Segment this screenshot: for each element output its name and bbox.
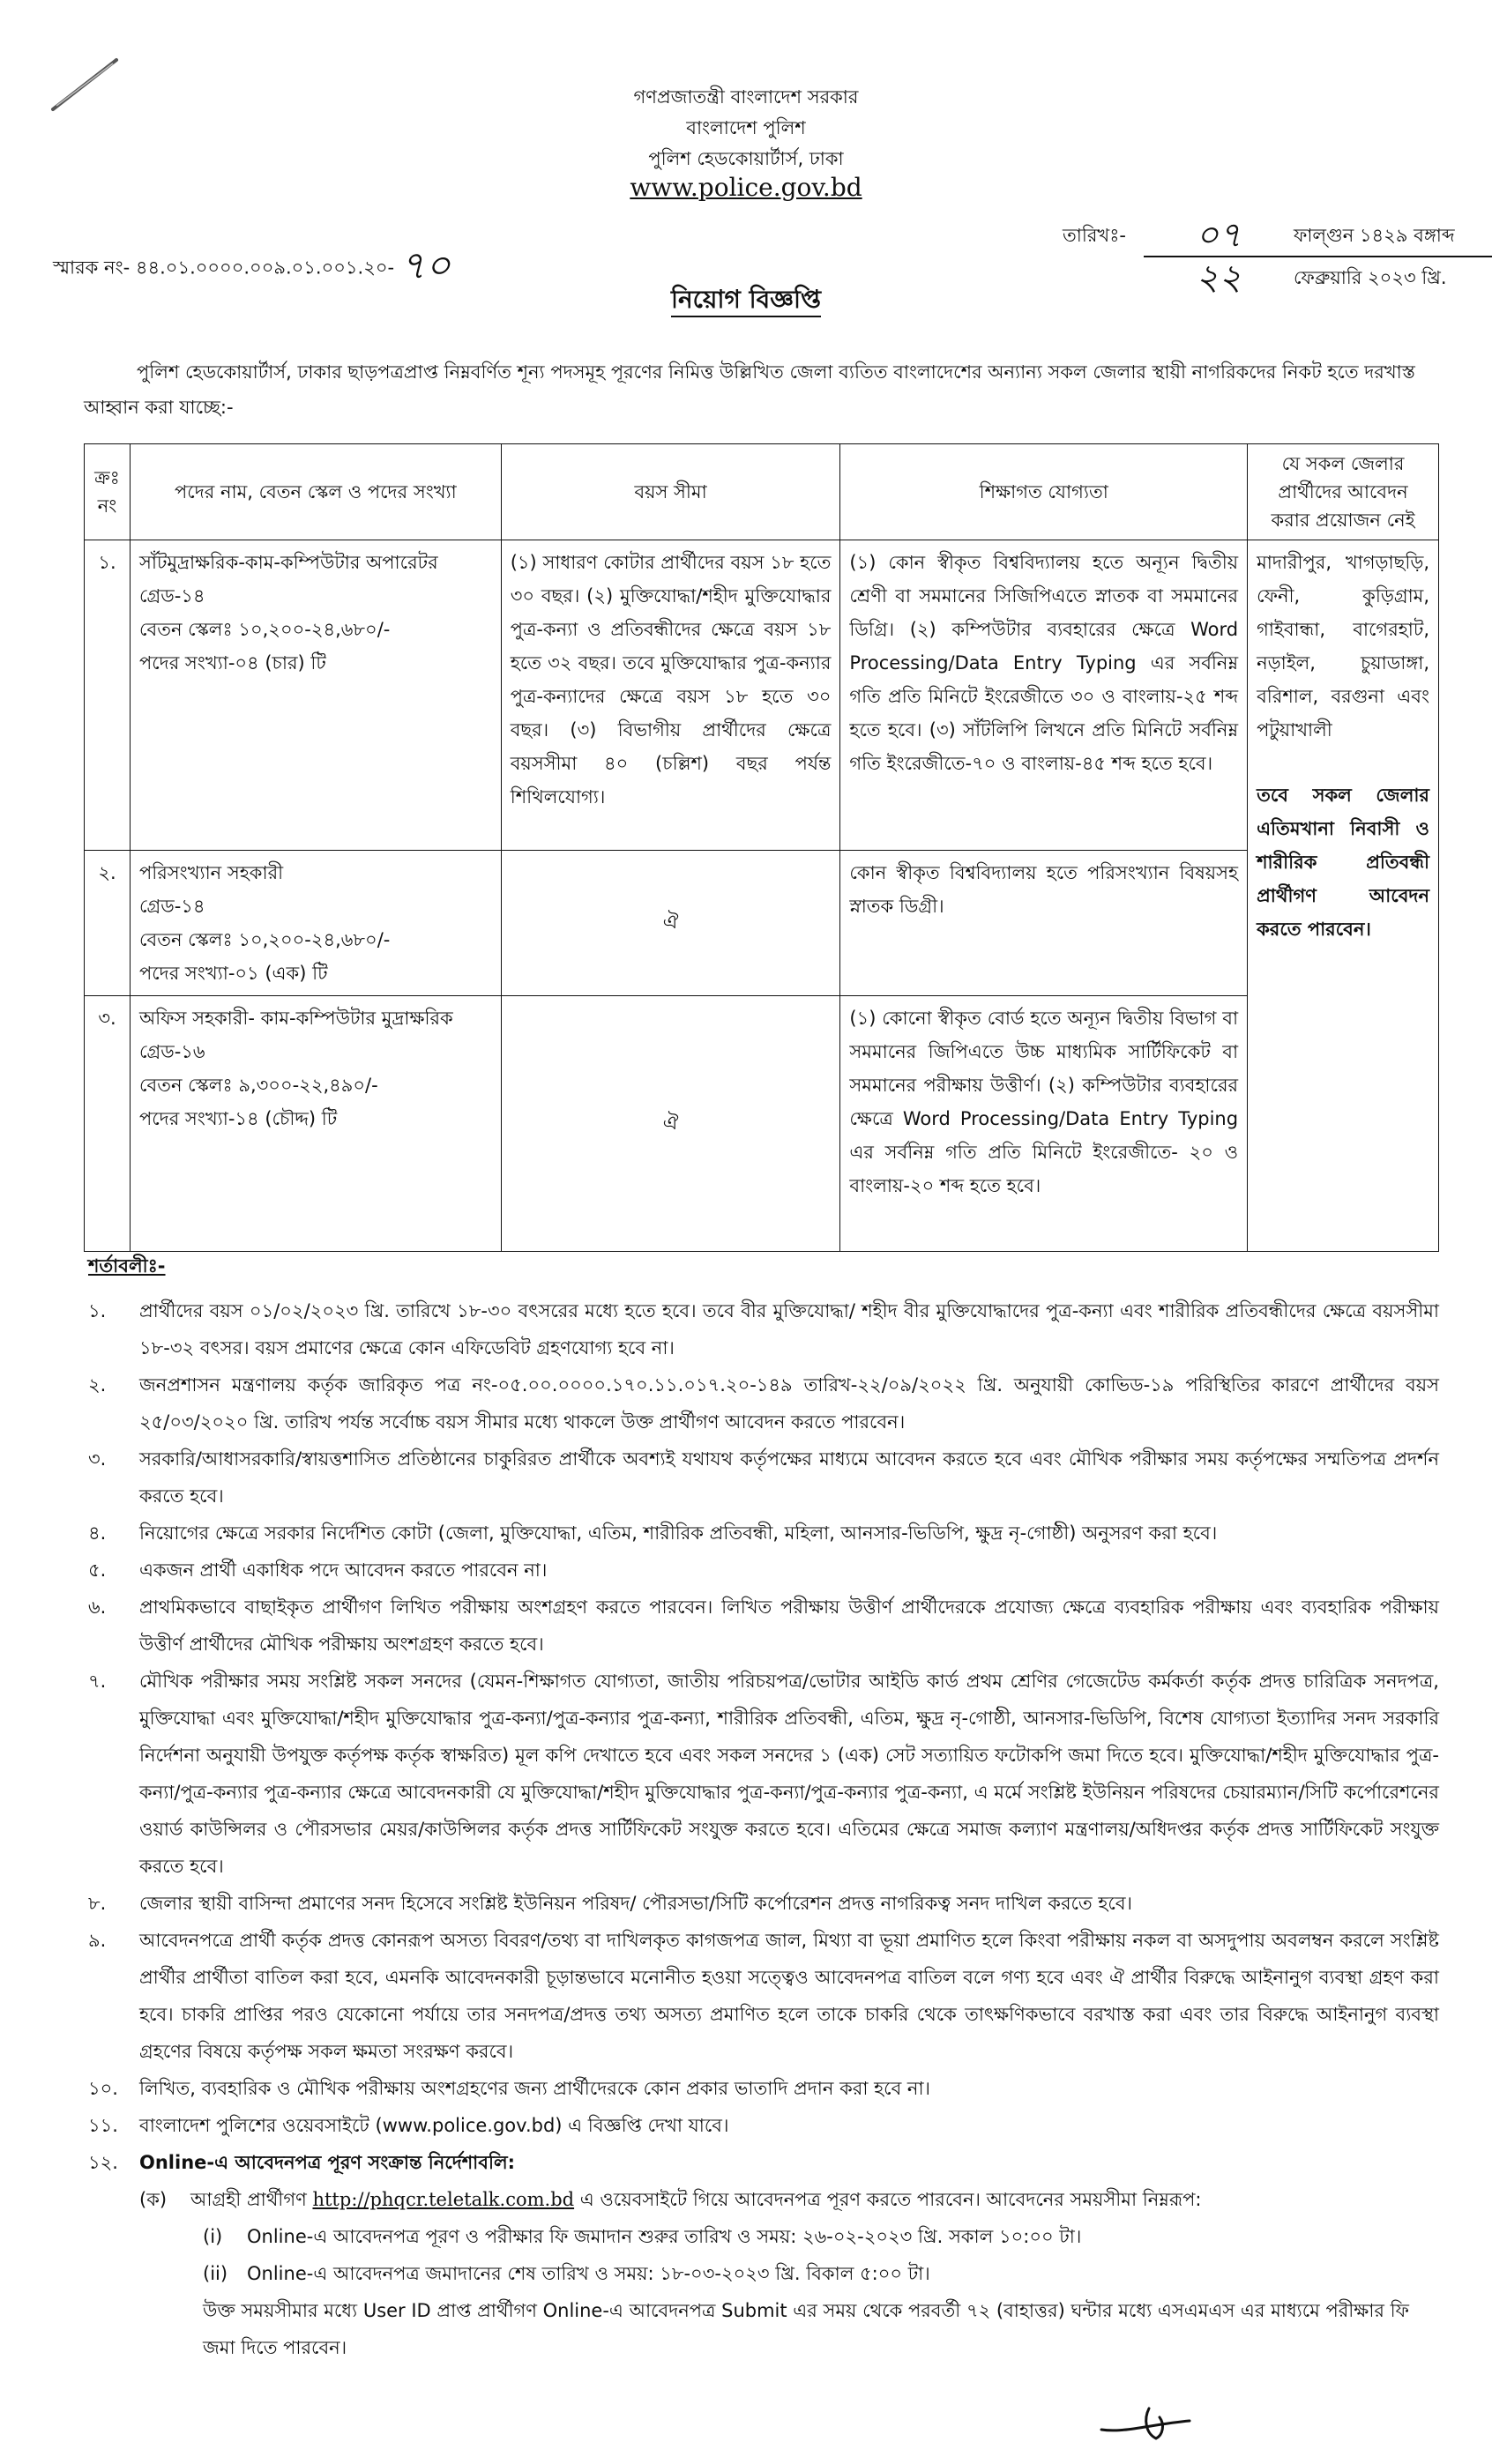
row-serial: ৩. bbox=[85, 996, 131, 1252]
row-qualification: (১) কোন স্বীকৃত বিশ্ববিদ্যালয় হতে অন্যূন দ্বিতীয় শ্রেণী বা সমমানের সিজিপিএতে স্নাতক বা সমমানের ডিগ্রি। (২) কম্পিউটার ব্যবহারের ক্ষেত্রে Word Processing/Data Entry Typing এর সর্বনিম্ন গতি প্রতি মিনিটে ইংরেজীতে ৩০ ও বাংলায়-২৫ শব্দ হতে হবে। (৩) সাঁটলিপি লিখনে প্রতি মিনিটে সর্বনিম্ন গতি ইংরেজীতে-৭০ ও বাংলায়-৪৫ শব্দ হতে হবে। bbox=[840, 540, 1248, 851]
term-item: ৯. আবেদনপত্রে প্রার্থী কর্তৃক প্রদত্ত কোনরূপ অসত্য বিবরণ/তথ্য বা দাখিলকৃত কাগজপত্র জাল, মিথ্যা বা ভূয়া প্রমাণিত হলে কিংবা পরীক্ষায় নকল বা অসদুপায় অবলম্বন করলে সংশ্লিষ্ট প্রার্থীর প্রার্থীতা বাতিল করা হবে, এমনকি আবেদনকারী চূড়ান্তভাবে মনোনীত হওয়া সত্ত্বেও আবেদনপত্র বাতিল বলে গণ্য হবে এবং ঐ প্রার্থীর বিরুদ্ধে আইনানুগ ব্যবস্থা গ্রহণ করা হবে। চাকরি প্রাপ্তির পরও যেকোনো পর্যায়ে তার সনদপত্র/প্রদত্ত তথ্য অসত্য প্রমাণিত হলে তাকে চাকরি থেকে তাৎক্ষণিকভাবে বরখাস্ত করা এবং তার বিরুদ্ধে আইনানুগ ব্যবস্থা গ্রহণের বিষয়ে কর্তৃপক্ষ সকল ক্ষমতা সংরক্ষণ করবে। bbox=[88, 1930, 1439, 2062]
post-scale: বেতন স্কেলঃ ৯,৩০০-২২,৪৯০/- bbox=[138, 1075, 378, 1096]
terms-heading: শর্তাবলীঃ- bbox=[88, 1255, 166, 1277]
term-item-online: ১২. Online-এ আবেদনপত্র পূরণ সংক্রান্ত নির্দেশাবলি: bbox=[88, 2152, 516, 2173]
row-qualification: (১) কোনো স্বীকৃত বোর্ড হতে অন্যূন দ্বিতীয় বিভাগ বা সমমানের জিপিএতে উচ্চ মাধ্যমিক সার্টিফিকেট বা সমমানের পরীক্ষায় উত্তীর্ণ। (২) কম্পিউটার ব্যবহারের ক্ষেত্রে Word Processing/Data Entry Typing এর সর্বনিম্ন গতি প্রতি মিনিটে ইংরেজীতে- ২০ ও বাংলায়-২০ শব্দ হতে হবে। bbox=[840, 996, 1248, 1252]
date-day-bangla: ০৭ bbox=[1195, 214, 1242, 256]
date-label: তারিখঃ- bbox=[1063, 224, 1126, 246]
header-post: পদের নাম, বেতন স্কেল ও পদের সংখ্যা bbox=[130, 444, 501, 540]
header-age: বয়স সীমা bbox=[501, 444, 840, 540]
table-row bbox=[85, 851, 1439, 996]
office-name: পুলিশ হেডকোয়ার্টার্স, ঢাকা bbox=[648, 148, 844, 169]
online-schedule-end: (ii) Online-এ আবেদনপত্র জমাদানের শেষ তারিখ ও সময়: ১৮-০৩-২০২৩ খ্রি. বিকাল ৫:০০ টা। bbox=[203, 2263, 930, 2284]
table-row bbox=[85, 540, 1439, 851]
term-item: ৬. প্রাথমিকভাবে বাছাইকৃত প্রার্থীগণ লিখিত পরীক্ষায় অংশগ্রহণ করতে পারবেন। লিখিত পরীক্ষায় উত্তীর্ণ প্রার্থীদেরকে প্রযোজ্য ক্ষেত্রে ব্যবহারিক পরীক্ষায় এবং ব্যবহারিক পরীক্ষায় উত্তীর্ণ প্রার্থীদের মৌখিক পরীক্ষায় অংশগ্রহণ করতে হবে। bbox=[88, 1597, 1439, 1655]
post-count: পদের সংখ্যা-০৪ (চার) টি bbox=[138, 652, 326, 674]
post-grade: গ্রেড-১৪ bbox=[138, 585, 205, 607]
online-schedule-start: (i) Online-এ আবেদনপত্র পূরণ ও পরীক্ষার ফি জমাদান শুরুর তারিখ ও সময়: ২৬-০২-২০২৩ খ্রি. সকাল ১০:০০ টা। bbox=[203, 2226, 1082, 2247]
gov-name: গণপ্রজাতন্ত্রী বাংলাদেশ সরকার bbox=[633, 86, 859, 108]
signature-mark bbox=[1098, 2398, 1195, 2446]
post-grade: গ্রেড-১৬ bbox=[138, 1041, 205, 1062]
online-instruction-a: (ক) আগ্রহী প্রার্থীগণ http://phqcr.teletalk.com.bd এ ওয়েবসাইটে গিয়ে আবেদনপত্র পূরণ করতে পারবেন। আবেদনের সময়সীমা নিম্নরূপ: bbox=[139, 2189, 1202, 2210]
post-scale: বেতন স্কেলঃ ১০,২০০-২৪,৬৮০/- bbox=[138, 619, 391, 640]
term-item: ৫. একজন প্রার্থী একাধিক পদে আবেদন করতে পারবেন না। bbox=[88, 1560, 548, 1581]
post-count: পদের সংখ্যা-০১ (এক) টি bbox=[138, 963, 328, 984]
term-item: ১. প্রার্থীদের বয়স ০১/০২/২০২৩ খ্রি. তারিখে ১৮-৩০ বৎসরের মধ্যে হতে হবে। তবে বীর মুক্তিযোদ্ধা/ শহীদ বীর মুক্তিযোদ্ধাদের পুত্র-কন্যা এবং শারীরিক প্রতিবন্ধীদের ক্ষেত্রে বয়সসীমা ১৮-৩২ বৎসর। বয়স প্রমাণের ক্ষেত্রে কোন এফিডেবিট গ্রহণযোগ্য হবে না। bbox=[88, 1300, 1439, 1359]
terms-list bbox=[88, 1292, 1439, 2366]
post-name: সাঁটমুদ্রাক্ষরিক-কাম-কম্পিউটার অপারেটর bbox=[138, 552, 438, 573]
row-post bbox=[130, 540, 501, 851]
term-item: ৮. জেলার স্থায়ী বাসিন্দা প্রমাণের সনদ হিসেবে সংশ্লিষ্ট ইউনিয়ন পরিষদ/ পৌরসভা/সিটি কর্পোরেশন প্রদত্ত নাগরিকত্ব সনদ দাখিল করতে হবে। bbox=[88, 1893, 1133, 1914]
header-serial: ক্রঃ নং bbox=[85, 444, 131, 540]
intro-paragraph: পুলিশ হেডকোয়ার্টার্স, ঢাকার ছাড়পত্রপ্রাপ্ত নিম্নবর্ণিত শূন্য পদসমূহ পূরণের নিমিত্ত উল্লিখিত জেলা ব্যতিত বাংলাদেশের অন্যান্য সকল জেলার স্থায়ী নাগরিকদের নিকট হতে দরখাস্ত আহ্বান করা যাচ্ছে:- bbox=[84, 361, 1415, 418]
term-item: ১১. বাংলাদেশ পুলিশের ওয়েবসাইটে (www.police.gov.bd) এ বিজ্ঞপ্তি দেখা যাবে। bbox=[88, 2115, 729, 2136]
term-item: ২. জনপ্রশাসন মন্ত্রণালয় কর্তৃক জারিকৃত পত্র নং-০৫.০০.০০০০.১৭০.১১.০১৭.২০-১৪৯ তারিখ-২২/০৯/২০২২ খ্রি. অনুযায়ী কোভিড-১৯ পরিস্থিতির কারণে প্রার্থীদের বয়স ২৫/০৩/২০২০ খ্রি. তারিখ পর্যন্ত সর্বোচ্চ বয়স সীমার মধ্যে থাকলে উক্ত প্রার্থীগণ আবেদন করতে পারবেন। bbox=[88, 1374, 1439, 1433]
row-age-limit: (১) সাধারণ কোটার প্রার্থীদের বয়স ১৮ হতে ৩০ বছর। (২) মুক্তিযোদ্ধা/শহীদ মুক্তিযোদ্ধার পুত্র-কন্যা ও প্রতিবন্ধীদের ক্ষেত্রে বয়স ১৮ হতে ৩২ বছর। তবে মুক্তিযোদ্ধার পুত্র-কন্যার পুত্র-কন্যাদের ক্ষেত্রে বয়স ১৮ হতে ৩০ বছর। (৩) বিভাগীয় প্রার্থীদের ক্ষেত্রে বয়সসীমা ৪০ (চল্লিশ) বছর পর্যন্ত শিথিলযোগ্য। bbox=[501, 540, 840, 851]
memo-handwritten-number: ৭০ bbox=[399, 243, 451, 288]
term-item: ৩. সরকারি/আধাসরকারি/স্বায়ত্তশাসিত প্রতিষ্ঠানের চাকুরিরত প্রার্থীকে অবশ্যই যথাযথ কর্তৃপক্ষের মাধ্যমে আবেদন করতে হবে এবং মৌখিক পরীক্ষার সময় কর্তৃপক্ষের সম্মতিপত্র প্রদর্শন করতে হবে। bbox=[88, 1448, 1439, 1507]
header-qualification: শিক্ষাগত যোগ্যতা bbox=[840, 444, 1248, 540]
post-grade: গ্রেড-১৪ bbox=[138, 896, 205, 917]
online-fee-note: উক্ত সময়সীমার মধ্যে User ID প্রাপ্ত প্রার্থীগণ Online-এ আবেদনপত্র Submit এর সময় থেকে পরবর্তী ৭২ (বাহাত্তর) ঘন্টার মধ্যে এসএমএস এর মাধ্যমে পরীক্ষার ফি জমা দিতে পারবেন। bbox=[203, 2300, 1409, 2358]
row-post bbox=[130, 996, 501, 1252]
districts-exception-note: তবে সকল জেলার এতিমখানা নিবাসী ও শারীরিক প্রতিবন্ধী প্রার্থীগণ আবেদন করতে পারবেন। bbox=[1257, 785, 1429, 940]
posts-table bbox=[84, 443, 1439, 1252]
teletalk-link[interactable]: http://phqcr.teletalk.com.bd bbox=[312, 2189, 575, 2210]
notice-title: নিয়োগ বিজ্ঞপ্তি bbox=[0, 280, 1492, 322]
row-serial: ১. bbox=[85, 540, 131, 851]
org-name: বাংলাদেশ পুলিশ bbox=[686, 117, 806, 138]
date-month-gregorian: ফেব্রুয়ারি ২০২৩ খ্রি. bbox=[1294, 266, 1447, 288]
row-age-limit: ঐ bbox=[501, 996, 840, 1252]
memo-label: স্মারক নং- ৪৪.০১.০০০০.০০৯.০১.০০১.২০- bbox=[53, 257, 395, 279]
row-age-limit: ঐ bbox=[501, 851, 840, 996]
header-excluded-districts: যে সকল জেলার প্রার্থীদের আবেদন করার প্রয়োজন নেই bbox=[1248, 444, 1439, 540]
website-link[interactable]: www.police.gov.bd bbox=[630, 173, 862, 202]
row-serial: ২. bbox=[85, 851, 131, 996]
table-header-row bbox=[85, 444, 1439, 540]
row-post bbox=[130, 851, 501, 996]
date-day-gregorian: ২২ bbox=[1195, 257, 1242, 298]
post-count: পদের সংখ্যা-১৪ (চৌদ্দ) টি bbox=[138, 1108, 338, 1129]
term-item: ৭. মৌখিক পরীক্ষার সময় সংশ্লিষ্ট সকল সনদের (যেমন-শিক্ষাগত যোগ্যতা, জাতীয় পরিচয়পত্র/ভোটার আইডি কার্ড প্রথম শ্রেণির গেজেটেড কর্মকর্তা কর্তৃক প্রদত্ত চারিত্রিক সনদপত্র, মুক্তিযোদ্ধা এবং মুক্তিযোদ্ধা/শহীদ মুক্তিযোদ্ধার পুত্র-কন্যা/পুত্র-কন্যার পুত্র-কন্যা, শারীরিক প্রতিবন্ধী, এতিম, ক্ষুদ্র নৃ-গোষ্ঠী, আনসার-ভিডিপি, বিশেষ যোগ্যতা ইত্যাদির সনদ সরকারি নির্দেশনা অনুযায়ী উপযুক্ত কর্তৃপক্ষ কর্তৃক স্বাক্ষরিত) মূল কপি দেখাতে হবে এবং সকল সনদের ১ (এক) সেট সত্যায়িত ফটোকপি জমা দিতে হবে। মুক্তিযোদ্ধা/শহীদ মুক্তিযোদ্ধার পুত্র-কন্যা/পুত্র-কন্যার পুত্র-কন্যার ক্ষেত্রে আবেদনকারী যে মুক্তিযোদ্ধা/শহীদ মুক্তিযোদ্ধার পুত্র-কন্যা/পুত্র-কন্যার পুত্র-কন্যা, এ মর্মে সংশ্লিষ্ট ইউনিয়ন পরিষদের চেয়ারম্যান/সিটি কর্পোরেশনের ওয়ার্ড কাউন্সিলর ও পৌরসভার মেয়র/কাউন্সিলর কর্তৃক প্রদত্ত সার্টিফিকেট সংযুক্ত করতে হবে। এতিমের ক্ষেত্রে সমাজ কল্যাণ মন্ত্রণালয়/অধিদপ্তর কর্তৃক প্রদত্ত সার্টিফিকেট সংযুক্ত করতে হবে। bbox=[88, 1671, 1439, 1877]
term-item: ৪. নিয়োগের ক্ষেত্রে সরকার নির্দেশিত কোটা (জেলা, মুক্তিযোদ্ধা, এতিম, শারীরিক প্রতিবন্ধী, মহিলা, আনসার-ভিডিপি, ক্ষুদ্র নৃ-গোষ্ঠী) অনুসরণ করা হবে। bbox=[88, 1522, 1218, 1544]
excluded-districts-cell bbox=[1248, 540, 1439, 1252]
website-header[interactable] bbox=[0, 175, 1492, 203]
row-qualification: কোন স্বীকৃত বিশ্ববিদ্যালয় হতে পরিসংখ্যান বিষয়সহ স্নাতক ডিগ্রী। bbox=[840, 851, 1248, 996]
post-name: পরিসংখ্যান সহকারী bbox=[138, 862, 284, 883]
excluded-districts: মাদারীপুর, খাগড়াছড়ি, ফেনী, কুড়িগ্রাম, গাইবান্ধা, বাগেরহাট, নড়াইল, চুয়াডাঙ্গা, বরিশাল, বরগুনা এবং পটুয়াখালী bbox=[1257, 552, 1429, 741]
date-month-bangla: ফাল্গুন ১৪২৯ বঙ্গাব্দ bbox=[1294, 224, 1455, 246]
post-name: অফিস সহকারী- কাম-কম্পিউটার মুদ্রাক্ষরিক bbox=[138, 1008, 453, 1029]
table-row bbox=[85, 996, 1439, 1252]
term-item: ১০. লিখিত, ব্যবহারিক ও মৌখিক পরীক্ষায় অংশগ্রহণের জন্য প্রার্থীদেরকে কোন প্রকার ভাতাদি প্রদান করা হবে না। bbox=[88, 2078, 931, 2099]
post-scale: বেতন স্কেলঃ ১০,২০০-২৪,৬৮০/- bbox=[138, 929, 391, 950]
